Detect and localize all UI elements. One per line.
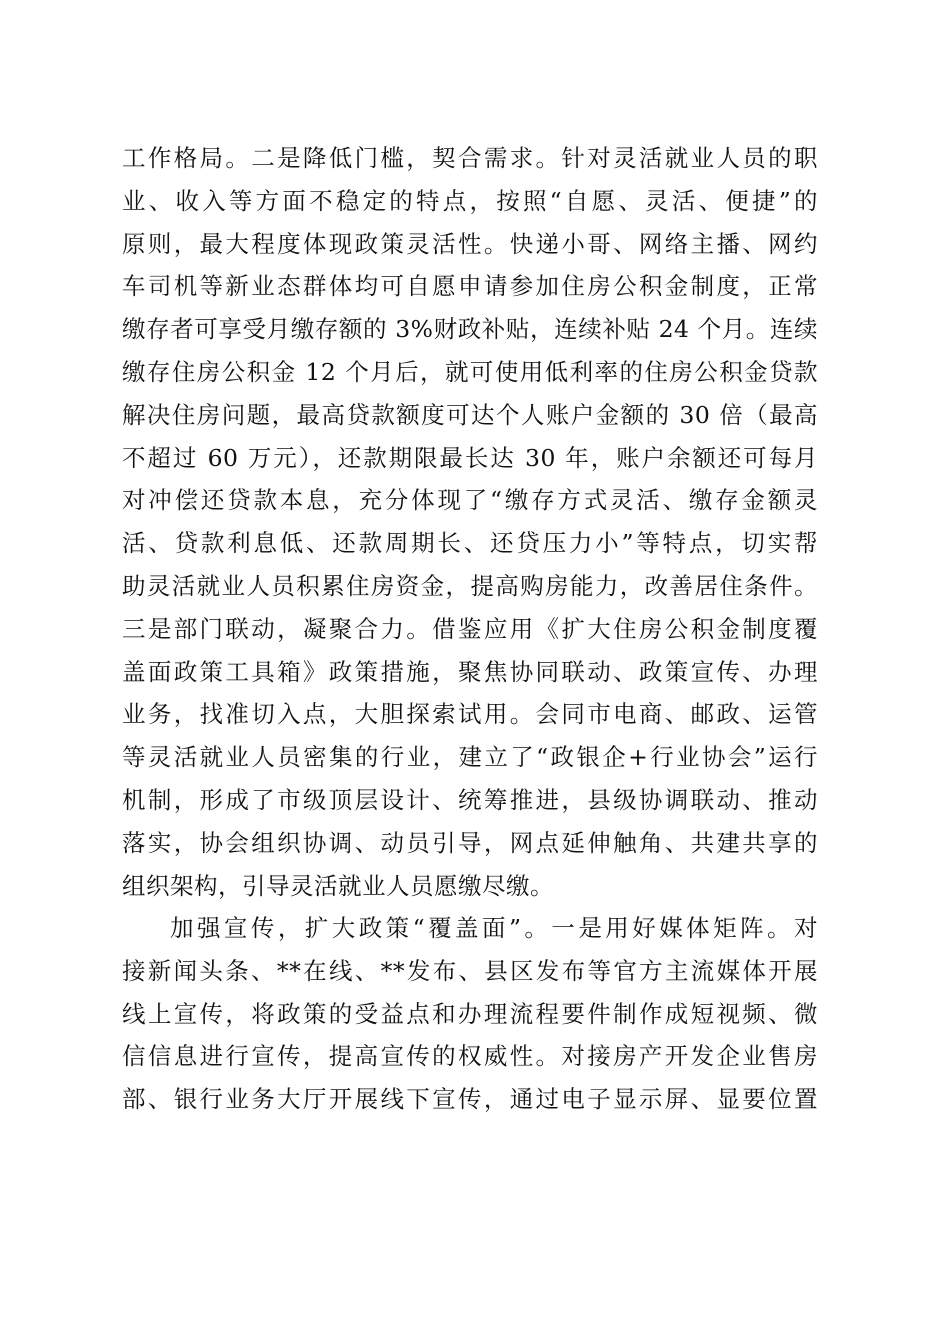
text-line: 组织架构，引导灵活就业人员愿缴尽缴。 [122, 871, 554, 900]
text-line: 线上宣传，将政策的受益点和办理流程要件制作成短视频、微 [122, 999, 818, 1028]
text-line: 加强宣传，扩大政策“覆盖面”。一是用好媒体矩阵。对 [170, 914, 818, 942]
text-line: 缴存住房公积金 12 个月后，就可使用低利率的住房公积金贷款 [122, 357, 818, 386]
text-line: 活、贷款利息低、还款周期长、还贷压力小”等特点，切实帮 [122, 529, 818, 558]
text-line: 车司机等新业态群体均可自愿申请参加住房公积金制度，正常 [122, 272, 818, 301]
text-line: 部、银行业务大厅开展线下宣传，通过电子显示屏、显要位置 [122, 1085, 818, 1114]
text-line: 不超过 60 万元），还款期限最长达 30 年，账户余额还可每月 [122, 443, 818, 472]
text-line: 原则，最大程度体现政策灵活性。快递小哥、网络主播、网约 [122, 229, 818, 258]
text-line: 业、收入等方面不稳定的特点，按照“自愿、灵活、便捷”的 [122, 186, 818, 215]
paragraph-lowering-threshold [122, 137, 818, 907]
text-line: 等灵活就业人员密集的行业，建立了“政银企+行业协会”运行 [122, 743, 818, 772]
text-line: 工作格局。二是降低门槛，契合需求。针对灵活就业人员的职 [122, 144, 818, 172]
text-line: 盖面政策工具箱》政策措施，聚焦协同联动、政策宣传、办理 [122, 657, 818, 686]
text-line: 业务，找准切入点，大胆探索试用。会同市电商、邮政、运管 [122, 700, 818, 729]
text-line: 助灵活就业人员积累住房资金，提高购房能力，改善居住条件。 [122, 571, 818, 600]
paragraph-publicity [122, 907, 818, 1121]
text-line: 落实，协会组织协调、动员引导，网点延伸触角、共建共享的 [122, 828, 818, 857]
text-line: 缴存者可享受月缴存额的 3%财政补贴，连续补贴 24 个月。连续 [122, 315, 818, 344]
text-line: 机制，形成了市级顶层设计、统筹推进，县级协调联动、推动 [122, 785, 818, 814]
text-line: 接新闻头条、**在线、**发布、县区发布等官方主流媒体开展 [122, 956, 818, 985]
text-line: 解决住房问题，最高贷款额度可达个人账户金额的 30 倍（最高 [122, 400, 818, 429]
text-line: 对冲偿还贷款本息，充分体现了“缴存方式灵活、缴存金额灵 [122, 486, 818, 515]
text-line: 信信息进行宣传，提高宣传的权威性。对接房产开发企业售房 [122, 1042, 818, 1071]
text-line: 三是部门联动，凝聚合力。借鉴应用《扩大住房公积金制度覆 [122, 614, 818, 643]
